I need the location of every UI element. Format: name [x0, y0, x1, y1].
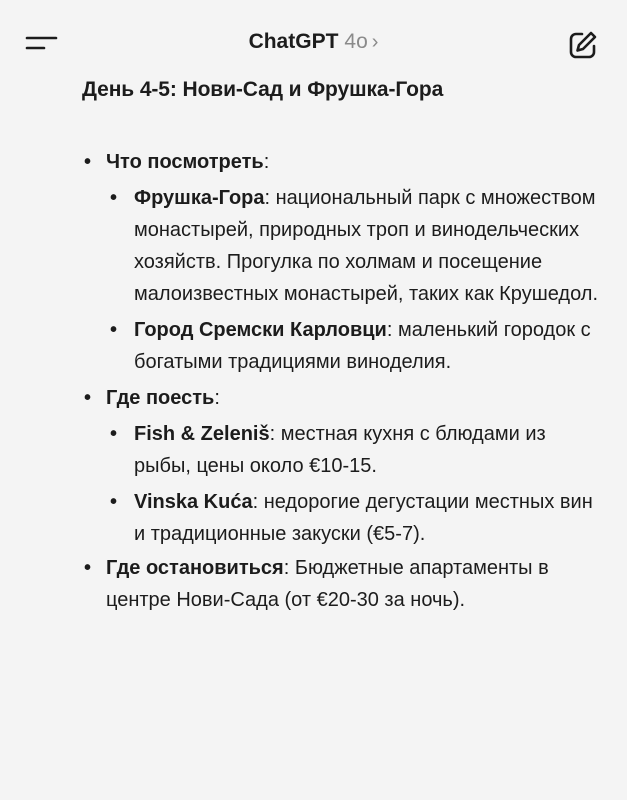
- app-title: ChatGPT: [248, 30, 339, 53]
- top-bar: [0, 0, 627, 80]
- list-item-see: • Что посмотреть: • Фрушка-Гора: национальный парк с множеством монастырей, природных троп и винодельческих хозяйств. Прогулка по холмам и посещение малоизвестных монастырей, таких как Крушедол. • Город Сремски Карловци: маленький городок с богатыми традициями виноделия.: [82, 146, 602, 378]
- item-text: : маленький городок с богатыми традициями виноделия.: [134, 319, 591, 373]
- section-title: Где остановиться: [106, 557, 284, 579]
- sections-list: [82, 146, 602, 616]
- item-text: : национальный парк с множеством монастырей, природных троп и винодельческих хозяйств. Прогулка по холмам и посещение малоизвестных монастырей, таких как Крушедол.: [134, 187, 599, 305]
- new-chat-icon[interactable]: [566, 28, 600, 62]
- list-item: [106, 486, 602, 550]
- section-title: Что посмотреть: [106, 151, 264, 173]
- item-name: Vinska Kuća: [134, 491, 253, 513]
- item-name: Фрушка-Гора: [134, 187, 265, 209]
- section-title: Где поесть: [106, 387, 215, 409]
- list-item-stay: [82, 552, 602, 616]
- see-list: [106, 182, 602, 378]
- list-item: [106, 418, 602, 482]
- item-text: : Бюджетные апартаменты в центре Нови-Сада (от €20-30 за ночь).: [106, 557, 549, 611]
- item-text: : местная кухня с блюдами из рыбы, цены около €10-15.: [134, 423, 546, 477]
- item-name: Fish & Zeleniš: [134, 423, 270, 445]
- list-item: [106, 182, 602, 310]
- item-text: : недорогие дегустации местных вин и традиционные закуски (€5-7).: [134, 491, 593, 545]
- day-heading: День 4-5: Нови-Сад и Фрушка-Гора: [82, 78, 444, 101]
- model-selector[interactable]: [0, 28, 627, 56]
- list-item: [106, 314, 602, 378]
- chevron-right-icon: ›: [371, 31, 379, 53]
- eat-list: [106, 418, 602, 550]
- list-item-eat: • Где поесть: • Fish & Zeleniš: местная кухня с блюдами из рыбы, цены около €10-15. • Vinska Kuća: недорогие дегустации местных вин и традиционные закуски (€5-7).: [82, 382, 602, 550]
- model-name: 4o: [344, 30, 368, 53]
- item-name: Город Сремски Карловци: [134, 319, 387, 341]
- assistant-message: [82, 74, 602, 616]
